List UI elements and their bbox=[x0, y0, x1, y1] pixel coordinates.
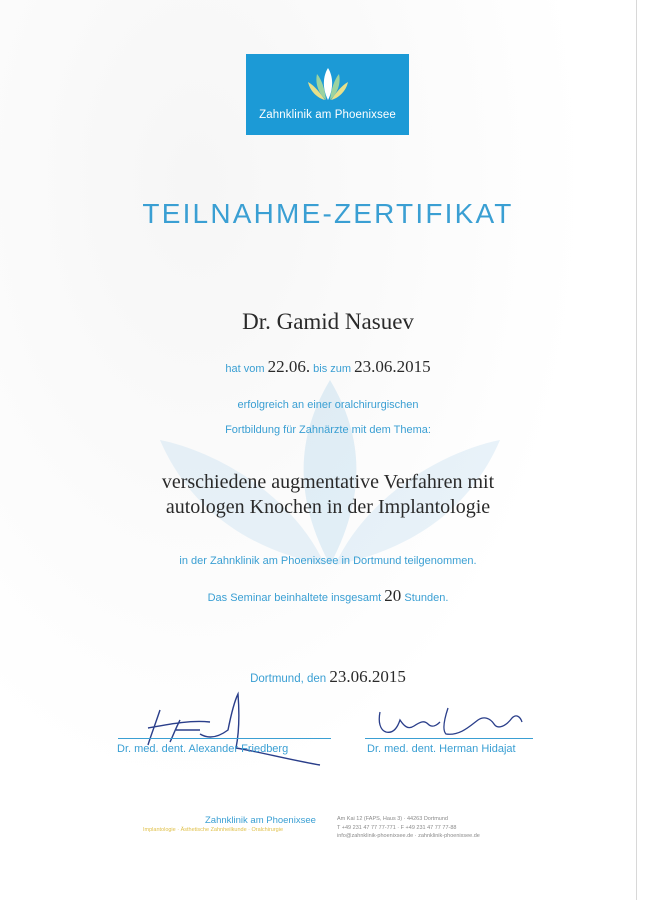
page-edge bbox=[636, 0, 637, 900]
signature-line-right bbox=[365, 738, 533, 739]
logo-text: Zahnklinik am Phoenixsee bbox=[259, 109, 396, 121]
hours-value: 20 bbox=[384, 586, 402, 605]
signature-friedberg bbox=[140, 690, 330, 770]
signatory-right: Dr. med. dent. Herman Hidajat bbox=[367, 743, 516, 755]
recipient-name: Dr. Gamid Nasuev bbox=[242, 309, 414, 334]
address-line-1: Am Kai 12 (FAPS, Haus 3) · 44263 Dortmund bbox=[337, 816, 448, 822]
to-date: 23.06.2015 bbox=[354, 357, 431, 376]
seminar-topic bbox=[0, 470, 656, 520]
topic-line-1: verschiedene augmentative Verfahren mit bbox=[161, 471, 495, 493]
footer-brand: Zahnklinik am Phoenixsee bbox=[205, 815, 316, 826]
lotus-logo-icon bbox=[306, 66, 350, 102]
hours-suffix: Stunden. bbox=[404, 592, 449, 604]
place-prefix: Dortmund, den bbox=[250, 673, 327, 685]
from-date: 22.06. bbox=[267, 357, 311, 376]
address-line-3: info@zahnklinik-phoenixsee.de · zahnklinik-phoenixsee.de bbox=[337, 833, 480, 839]
issue-date: 23.06.2015 bbox=[329, 667, 406, 686]
signatory-left: Dr. med. dent. Alexander Friedberg bbox=[117, 743, 289, 755]
location-line: in der Zahnklinik am Phoenixsee in Dortmund teilgenommen. bbox=[179, 555, 477, 567]
hours-line bbox=[0, 586, 656, 606]
hours-prefix: Das Seminar beinhaltete insgesamt bbox=[207, 592, 382, 604]
address-line-2: T +49 231 47 77 77-771 · F +49 231 47 77 77-88 bbox=[337, 824, 457, 831]
footer-address bbox=[337, 815, 480, 841]
place-date bbox=[0, 667, 656, 687]
clinic-logo bbox=[246, 54, 409, 135]
footer-tagline: Implantologie · Ästhetische Zahnheilkunde · Oralchirurgie bbox=[143, 827, 284, 833]
from-label: hat vom bbox=[225, 363, 265, 375]
period-line bbox=[0, 357, 656, 377]
text-line-2: Fortbildung für Zahnärzte mit dem Thema: bbox=[225, 424, 431, 436]
signature-line-left bbox=[118, 738, 331, 739]
certificate-title: TEILNAHME-ZERTIFIKAT bbox=[142, 198, 514, 229]
to-label: bis zum bbox=[313, 363, 352, 375]
topic-line-2: autologen Knochen in der Implantologie bbox=[165, 496, 491, 518]
text-line-1: erfolgreich an einer oralchirurgischen bbox=[237, 399, 419, 411]
